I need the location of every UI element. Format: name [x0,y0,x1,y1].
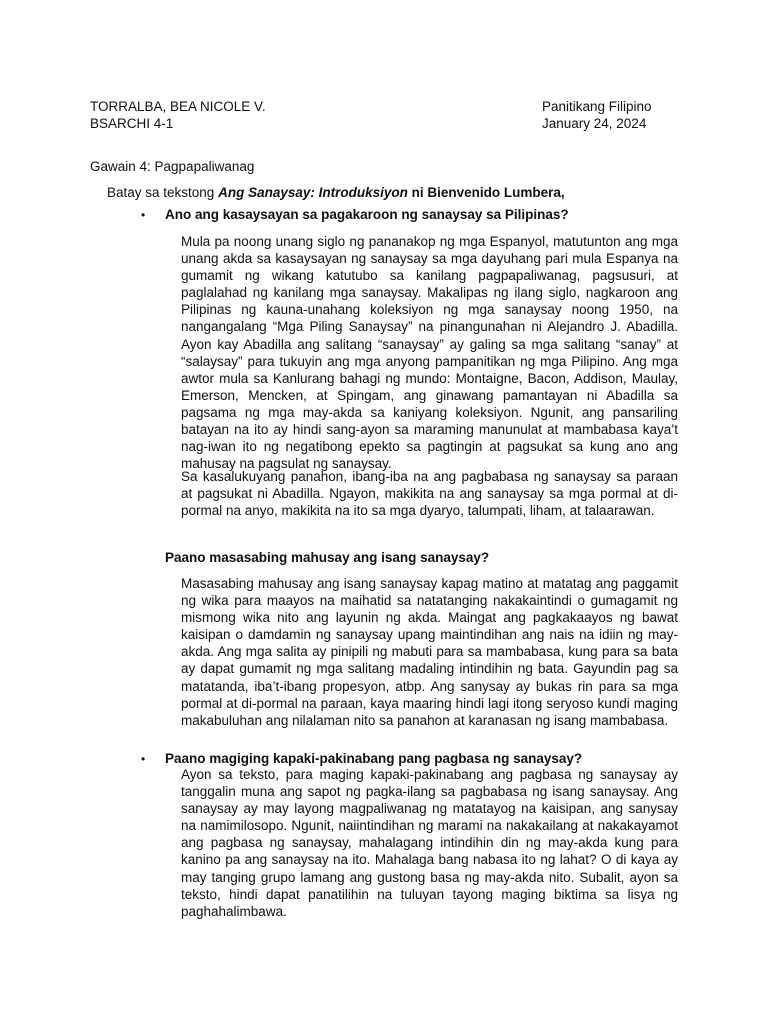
text-line: na namimilosopo. Ngunit, naiintindihan ng marami na nakakailang at nakakayamot [181,818,678,834]
intro-prefix: Batay sa tekstong [107,185,219,200]
text-line: mahusay na pagsulat ng sanaysay. [181,456,392,472]
subject-name: Panitikang Filipino [542,99,652,114]
text-line: Ayon kay Abadilla ang salitang “sanaysay” ay galing sa mga salitang “sanay” at [181,336,678,352]
text-line: pormal at di-pormal na paraan, kaya maaring hindi lagi itong seryoso kundi maging [181,695,678,711]
text-line: awtor mula sa Kanlurang bahagi ng mundo: Montaigne, Bacon, Addison, Maulay, [181,370,678,386]
text-line: Sa kasalukuyang panahon, ibang-iba na ang pagbabasa ng sanaysay sa paraan [181,469,678,484]
text-line: kaisipan o damdamin ng sanaysay upang maintindihan ang nais na idiin ng may- [181,627,678,643]
bullet-3: • [141,752,146,766]
text-line: “salaysay” para tukuyin ang mga anyong pampanitikan ng mga Pilipino. Ang mga [181,353,678,369]
text-line: batayan na ito ay hindi sang-ayon sa maraming manunulat at mambabasa kaya’t [181,422,678,438]
answer-1-paragraph-2 [181,468,678,519]
text-line: tanggalin muna ang sapot ng pagka-ilang sa pagbabasa ng isang sanaysay. Ang [181,784,678,800]
text-line: ay dapat gumamit ng mga salitang madaling intindihin ng bata. Gayundin pag sa [181,661,678,677]
text-line: paghahalimbawa. [181,903,287,919]
text-line: nangangalang “Mga Piling Sanaysay” na pinangunahan ni Alejandro J. Abadilla. [181,319,678,335]
student-section: BSARCHI 4-1 [90,116,174,131]
text-line: Emerson, Mencken, at Spingam, ang ginawang pamantayan ni Abadilla sa [181,387,678,403]
bullet-1: • [141,208,146,222]
text-line: pormal na anyo, makikita na ito sa mga dyaryo, talumpati, liham, at talaarawan. [181,503,655,519]
text-line: may tanging grupo lamang ang gustong basa ng may-akda nito. Subalit, ayon sa [181,869,678,885]
answer-1-paragraph-1 [181,233,678,472]
text-line: ng wika para maayos na maihatid sa natatanging nakakaintindi o gumagamit ng [181,593,678,609]
text-line: ang pagbasa ng sanaysay, mahalagang intindihin din ng may-akda kung para [181,835,678,851]
course-info [542,98,652,132]
answer-3-paragraph-1 [181,766,678,920]
text-line: Ayon sa teksto, para maging kapaki-pakinabang ang pagbasa ng sanaysay ay [181,767,678,782]
text-line: at pagsukat ni Abadilla. Ngayon, makikita na ang sanaysay sa mga pormal at di- [181,486,678,502]
text-line: mismong wika nito ang layunin ng akda. Maingat ang pagkakaayos ng bawat [181,610,678,626]
source-title: Ang Sanaysay: Introduksiyon [218,185,408,200]
student-info [90,98,266,132]
text-line: matatanda, iba’t-ibang propesyon, atbp. Ang sanysay ay bukas rin para sa mga [181,678,678,694]
intro-line [107,184,565,201]
text-line: gumamit ng wikang katutubo sa kanilang pagpapaliwanag, pagsusuri, at [181,268,678,284]
text-line: paglalahad ng kanilang mga sanaysay. Makalipas ng ilang siglo, nagkaroon ang [181,285,678,301]
question-2: Paano masasabing mahusay ang isang sanaysay? [165,550,490,565]
text-line: kanino pa ang sanaysay na ito. Mahalaga bang nabasa ito ng lahat? O di kaya ay [181,852,678,868]
question-3: Paano magiging kapaki-pakinabang pang pagbasa ng sanaysay? [165,751,583,766]
student-name: TORRALBA, BEA NICOLE V. [90,99,266,114]
document-date: January 24, 2024 [542,116,647,131]
answer-2-paragraph-1 [181,575,678,729]
question-1: Ano ang kasaysayan sa pagakaroon ng sanaysay sa Pilipinas? [165,207,569,222]
text-line: pagsama ng mga may-akda sa kaniyang koleksiyon. Ngunit, ang pansariling [181,404,678,420]
text-line: nag-iwan ito ng negatibong epekto sa pagtingin at pagsukat sa kung ano ang [181,439,678,455]
text-line: Masasabing mahusay ang isang sanaysay kapag matino at matatag ang paggamit [181,576,678,591]
text-line: unang akda sa kasaysayan ng sanaysay sa mga dayuhang pari mula Espanya na [181,251,678,267]
text-line: sanaysay ay may layong magpaliwanag ng matatayog na kaisipan, ang sanysay [181,801,678,817]
intro-suffix: ni Bienvenido Lumbera, [407,185,565,200]
text-line: makabuluhan ang nilalaman nito sa panahon at karanasan ng isang mambabasa. [181,712,669,728]
activity-title: Gawain 4: Pagpapaliwanag [90,159,255,174]
text-line: Pilipinas ng kauna-unahang koleksiyon ng mga sanaysay noong 1950, na [181,302,678,318]
text-line: akda. Ang mga salita ay pinipili ng mabuti para sa mambabasa, kung para sa bata [181,644,678,660]
text-line: Mula pa noong unang siglo ng pananakop ng mga Espanyol, matutunton ang mga [181,234,678,249]
text-line: teksto, hindi dapat panatilihin na tuluyan tayong maging biktima sa lisya ng [181,886,678,902]
